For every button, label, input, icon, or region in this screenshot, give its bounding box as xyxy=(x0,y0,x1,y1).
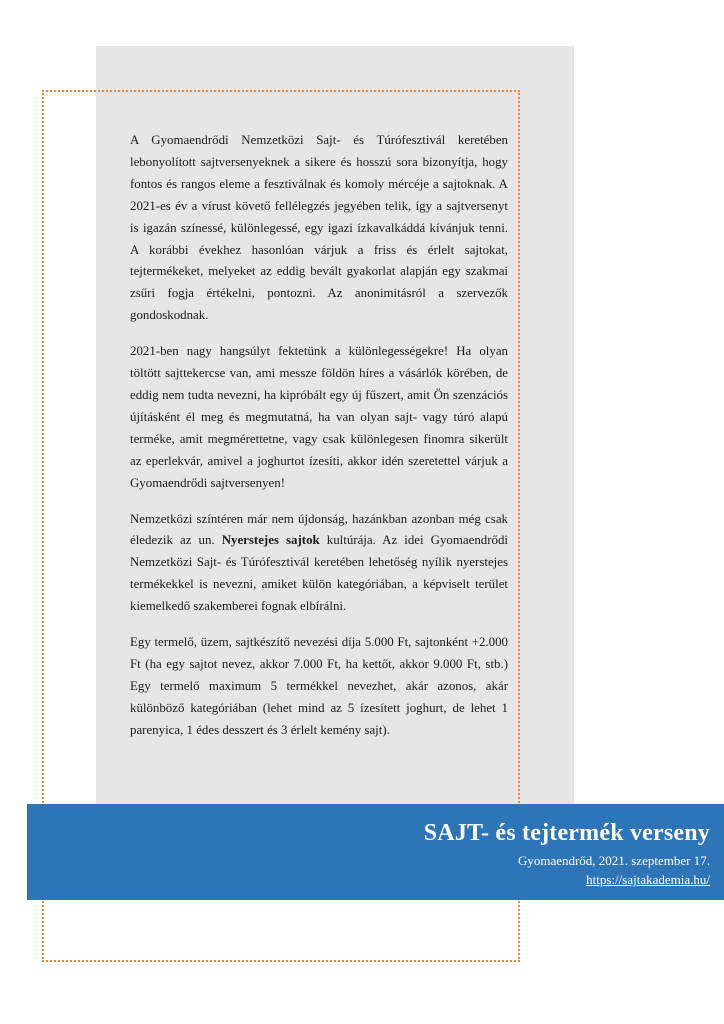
paragraph-raw-milk-start: Nemzetközi színtéren már nem újdonság, hazánkban azonban még csak éledezik az un. xyxy=(130,511,508,548)
website-link[interactable]: https://sajtakademia.hu/ xyxy=(586,872,710,887)
main-text xyxy=(130,130,508,756)
paragraph-raw-milk xyxy=(130,509,508,619)
paragraph-specialties: 2021-ben nagy hangsúlyt fektetünk a különlegességekre! Ha olyan töltött sajttekercse van, ami messze földön híres a vásárlók körében, de eddig nem tudta nevezni, ha kipróbált egy új fűszert, amit Ön szenzációs újításként él meg és megmutatná, ha van olyan sajt- vagy túró alapú terméke, amit megmérettetne, vagy csak különlegesen finomra sikerült az eperlekvár, amivel a joghurtot ízesíti, akkor idén szeretettel várjuk a Gyomaendrődi sajtversenyen! xyxy=(130,344,508,490)
title-banner xyxy=(27,804,724,900)
paragraph-raw-milk-end: kultúrája. Az idei Gyomaendrődi Nemzetközi Sajt- és Túrófesztivál keretében lehetőség nyílik nyerstejes termékekkel is nevezni, amiket külön kategóriában, a képviselt terület kiemelkedő szakemberei fognak elbírálni. xyxy=(130,533,508,614)
banner-date-location: Gyomaendrőd, 2021. szeptember 17. xyxy=(517,853,710,868)
raw-milk-highlight: Nyerstejes sajtok xyxy=(221,533,320,548)
banner-title: SAJT- és tejtermék verseny xyxy=(423,820,710,846)
paragraph-fees: Egy termelő, üzem, sajtkészítő nevezési díja 5.000 Ft, sajtonként +2.000 Ft (ha egy sajtot nevez, akkor 7.000 Ft, ha kettőt, akkor 9.000 Ft, stb.) Egy termelő maximum 5 termékkel nevezhet, akár azonos, akár különböző kategóriában (lehet mind az 5 ízesített joghurt, de lehet 1 parenyica, 1 édes desszert és 3 érlelt kemény sajt). xyxy=(130,635,508,737)
paragraph-intro: A Gyomaendrődi Nemzetközi Sajt- és Túrófesztivál keretében lebonyolított sajtversenyeknek a sikere és hosszú sora bizonyítja, hogy fontos és rangos eleme a fesztiválnak és komoly mércéje a sajtoknak. A 2021-es év a vírust követő fellélegzés jegyében telik, így a sajtversenyt is igazán színessé, különlegessé, egy igazi ízkavalkáddá kívánjuk tenni. A korábbi évekhez hasonlóan várjuk a friss és érlelt sajtokat, tejtermékeket, melyeket az eddig bevált gyakorlat alapján egy szakmai zsűri fogja értékelni, pontozni. Az anonimitásról a szervezők gondoskodnak. xyxy=(130,133,508,323)
